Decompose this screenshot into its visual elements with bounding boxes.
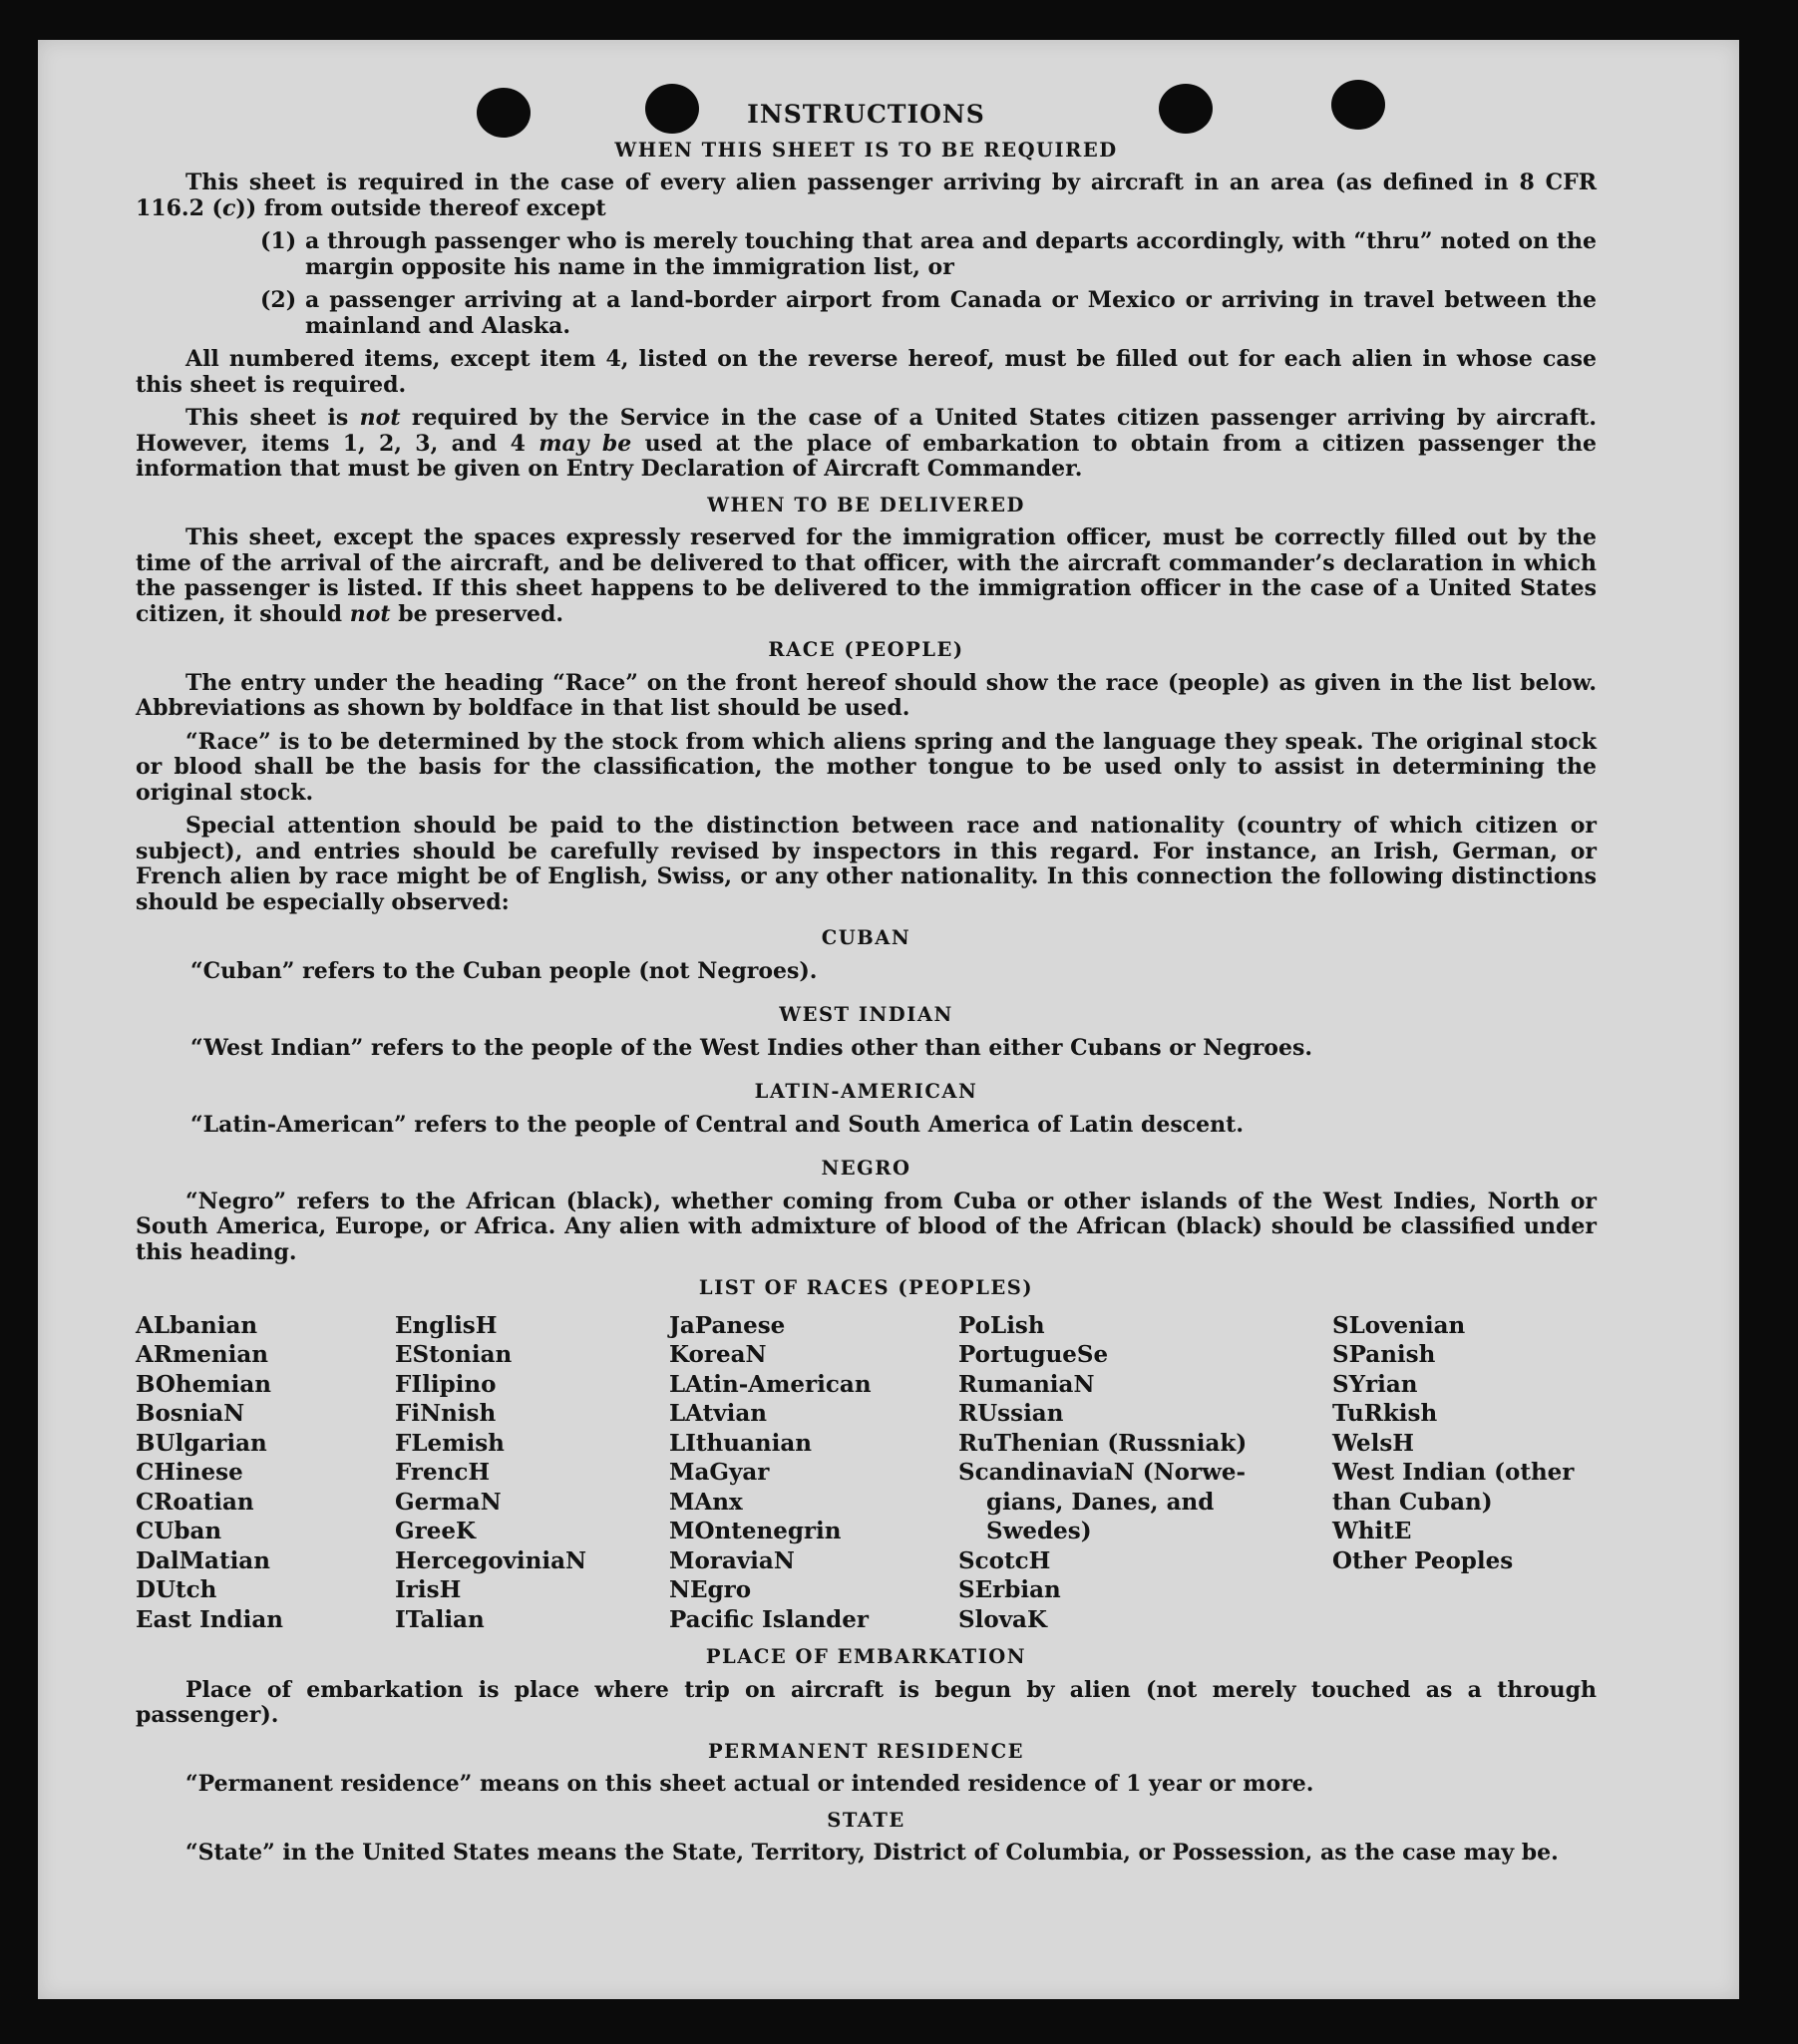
race-column-3 [669, 1311, 958, 1635]
race-entry: EStonian [395, 1341, 513, 1368]
section-heading-when-required: WHEN THIS SHEET IS TO BE REQUIRED [614, 138, 1118, 162]
race-entry: WelsH [1332, 1429, 1415, 1457]
definition-heading-negro: NEGRO [821, 1157, 911, 1180]
race-entry: SErbian [958, 1576, 1061, 1603]
race-entry: TuRkish [1332, 1400, 1438, 1427]
race-entry: GreeK [395, 1518, 477, 1544]
section-heading-residence: PERMANENT RESIDENCE [707, 1739, 1024, 1763]
race-entry-continuation: gians, Danes, and [986, 1488, 1215, 1516]
paragraph-numbered-items: All numbered items, except item 4, listed on the reverse hereof, must be filled out for each alien in whose case this sheet is required. [136, 346, 1597, 398]
paragraph-embarkation: Place of embarkation is place where trip on aircraft is begun by alien (not merely touched as a through passenger). [136, 1676, 1597, 1728]
race-entry: PortugueSe [958, 1341, 1109, 1368]
section-heading-embarkation: PLACE OF EMBARKATION [705, 1645, 1027, 1668]
race-entry: NEgro [669, 1576, 752, 1603]
race-entry: PoLish [958, 1311, 1045, 1339]
race-entry: SlovaK [958, 1605, 1047, 1633]
race-entry: Other Peoples [1332, 1546, 1514, 1574]
race-entry: KoreaN [669, 1341, 767, 1368]
definition-cuban: “Cuban” refers to the Cuban people (not Negroes). [190, 957, 818, 984]
definition-heading-latin-american: LATIN-AMERICAN [754, 1080, 978, 1103]
race-entry: BosniaN [136, 1400, 245, 1427]
paragraph-race-nationality: Special attention should be paid to the distinction between race and nationality (country of which citizen or subject), and entries should be carefully revised by inspectors in this regard. For instance, an Irish, German, or French alien by race might be of English, Swiss, or any other nationality. In this connection the following distinctions should be especially observed: [136, 813, 1597, 915]
race-column-2 [395, 1311, 669, 1635]
race-entry: ITalian [395, 1605, 485, 1633]
race-entry: HercegoviniaN [395, 1546, 587, 1574]
race-entry: MaGyar [669, 1459, 770, 1486]
race-entry: ScotcH [958, 1546, 1051, 1574]
race-entry: CUban [136, 1518, 222, 1544]
race-entry: FIlipino [395, 1370, 497, 1398]
race-entry: GermaN [395, 1488, 502, 1516]
race-entry: ALbanian [136, 1311, 258, 1339]
definition-latin-american: “Latin-American” refers to the people of Central and South America of Latin descent. [190, 1111, 1244, 1138]
race-entry: DUtch [136, 1576, 217, 1603]
paragraph-citizen: This sheet is not required by the Service in the case of a United States citizen passenger arriving by aircraft. However, items 1, 2, 3, and 4 may be used at the place of embarkation to obtain from a citizen passenger the information that must be given on Entry Declaration of Aircraft Commander. [136, 405, 1598, 482]
race-entry: EnglisH [395, 1311, 498, 1339]
definition-heading-west-indian: WEST INDIAN [779, 1003, 953, 1026]
race-entry: LAtin-American [669, 1370, 872, 1398]
race-column-4 [958, 1311, 1332, 1635]
race-column-5 [1332, 1311, 1592, 1635]
page-title: INSTRUCTIONS [747, 100, 985, 129]
paragraph-state: “State” in the United States means the State, Territory, District of Columbia, or Possession, as the case may be. [185, 1840, 1559, 1866]
race-entry: MOntenegrin [669, 1518, 842, 1544]
race-entry: RUssian [958, 1400, 1064, 1427]
race-entry: East Indian [136, 1605, 283, 1633]
race-entry: Pacific Islander [669, 1605, 869, 1633]
race-entry: FiNnish [395, 1400, 497, 1427]
race-entry: ARmenian [136, 1341, 269, 1368]
race-entry-continuation: than Cuban) [1332, 1488, 1493, 1516]
race-entry-continuation: Swedes) [986, 1518, 1092, 1544]
race-column-1 [136, 1311, 395, 1635]
paragraph-race-entry: The entry under the heading “Race” on the front hereof should show the race (people) as given in the list below. Abbreviations as shown by boldface in that list should be used. [136, 669, 1597, 721]
paragraph-delivery: This sheet, except the spaces expressly reserved for the immigration officer, must be correctly filled out by the time of the arrival of the aircraft, and be delivered to that officer, with the aircraft commander’s declaration in which the passenger is listed. If this sheet happens to be delivered to the immigration officer in the case of a United States citizen, it should not be preserved. [136, 524, 1597, 627]
race-entry: West Indian (other [1332, 1459, 1575, 1486]
definition-negro: “Negro” refers to the African (black), whether coming from Cuba or other islands of the West Indies, North or South America, Europe, or Africa. Any alien with admixture of blood of the African (black) should be classified under this heading. [136, 1188, 1597, 1265]
race-entry: CRoatian [136, 1488, 254, 1516]
race-entry: FLemish [395, 1429, 505, 1457]
race-entry: SPanish [1332, 1341, 1436, 1368]
race-entry: DalMatian [136, 1546, 270, 1574]
exception-item-2: (2) a passenger arriving at a land-border airport from Canada or Mexico or arriving in travel between the mainland and Alaska. [260, 287, 1597, 339]
race-entry: MoraviaN [669, 1546, 795, 1574]
race-entry: CHinese [136, 1459, 243, 1486]
document-sheet [38, 40, 1739, 1999]
race-entry: RuThenian (Russniak) [958, 1429, 1248, 1457]
race-entry: MAnx [669, 1488, 743, 1516]
race-entry: BUlgarian [136, 1429, 267, 1457]
race-entry: LIthuanian [669, 1429, 812, 1457]
section-heading-state: STATE [827, 1808, 905, 1832]
instructions-content [136, 102, 1597, 1874]
section-heading-when-delivered: WHEN TO BE DELIVERED [707, 493, 1025, 516]
exception-item-1: (1) a through passenger who is merely touching that area and departs accordingly, with “thru” noted on the margin opposite his name in the immigration list, or [260, 228, 1597, 280]
race-list [136, 1311, 1597, 1635]
race-entry: BOhemian [136, 1370, 271, 1398]
race-entry: SYrian [1332, 1370, 1418, 1398]
paragraph-required-intro: This sheet is required in the case of every alien passenger arriving by aircraft in an area (as defined in 8 CFR 116.2 (c)) from outside thereof except [136, 170, 1597, 221]
paragraph-race-stock: “Race” is to be determined by the stock from which aliens spring and the language they speak. The original stock or blood shall be the basis for the classification, the mother tongue to be used only to assist in determining the original stock. [136, 728, 1597, 806]
race-entry: FrencH [395, 1459, 491, 1486]
paragraph-residence: “Permanent residence” means on this sheet actual or intended residence of 1 year or more. [185, 1771, 1314, 1797]
section-heading-race: RACE (PEOPLE) [768, 638, 964, 661]
race-entry: ScandinaviaN (Norwe- [958, 1459, 1247, 1486]
race-entry: RumaniaN [958, 1370, 1095, 1398]
race-entry: JaPanese [669, 1311, 786, 1339]
race-entry: LAtvian [669, 1400, 767, 1427]
race-entry: IrisH [395, 1576, 462, 1603]
definition-west-indian: “West Indian” refers to the people of the West Indies other than either Cubans or Negroes. [190, 1034, 1313, 1061]
race-entry: SLovenian [1332, 1311, 1466, 1339]
section-heading-list-of-races: LIST OF RACES (PEOPLES) [698, 1276, 1034, 1299]
race-entry: WhitE [1332, 1518, 1412, 1544]
definition-heading-cuban: CUBAN [821, 926, 911, 949]
